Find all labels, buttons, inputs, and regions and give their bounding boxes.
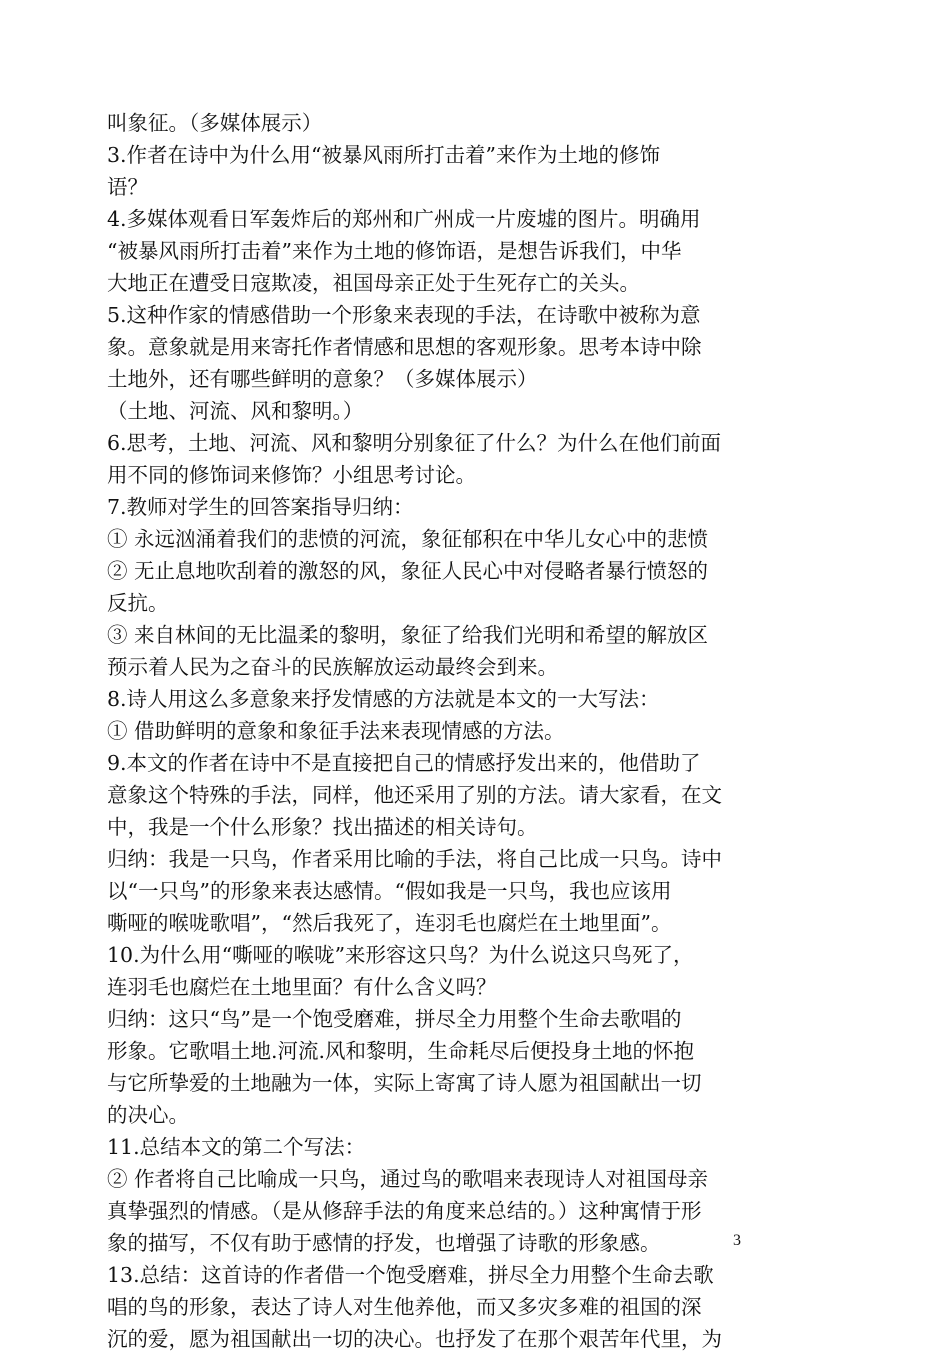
text-line: 用不同的修饰词来修饰？小组思考讨论。 bbox=[107, 463, 476, 487]
page-number: 3 bbox=[733, 1232, 741, 1249]
text-line: 13.总结：这首诗的作者借一个饱受磨难，拼尽全力用整个生命去歌 bbox=[107, 1263, 714, 1287]
text-line: 5.这种作家的情感借助一个形象来表现的手法，在诗歌中被称为意 bbox=[107, 303, 701, 327]
text-line: 4.多媒体观看日军轰炸后的郑州和广州成一片废墟的图片。明确用 bbox=[107, 207, 701, 231]
text-line: 大地正在遭受日寇欺凌，祖国母亲正处于生死存亡的关头。 bbox=[107, 271, 640, 295]
text-line: 中，我是一个什么形象？找出描述的相关诗句。 bbox=[107, 815, 538, 839]
text-line: 10.为什么用“嘶哑的喉咙”来形容这只鸟？为什么说这只鸟死了， bbox=[107, 943, 694, 967]
text-line: ① 永远汹涌着我们的悲愤的河流，象征郁积在中华儿女心中的悲愤 bbox=[107, 527, 709, 551]
text-line: 象。意象就是用来寄托作者情感和思想的客观形象。思考本诗中除 bbox=[107, 335, 702, 359]
text-line: 归纳：这只“鸟”是一个饱受磨难，拼尽全力用整个生命去歌唱的 bbox=[107, 1007, 682, 1031]
text-line: 象的描写，不仅有助于感情的抒发，也增强了诗歌的形象感。 bbox=[107, 1231, 661, 1255]
text-line: 土地外，还有哪些鲜明的意象？（多媒体展示） bbox=[107, 367, 538, 391]
text-line: （土地、河流、风和黎明。） bbox=[107, 399, 364, 423]
text-line: 预示着人民为之奋斗的民族解放运动最终会到来。 bbox=[107, 655, 558, 679]
text-line: 归纳：我是一只鸟，作者采用比喻的手法，将自己比成一只鸟。诗中 bbox=[107, 847, 722, 871]
text-line: ② 无止息地吹刮着的激怒的风，象征人民心中对侵略者暴行愤怒的 bbox=[107, 559, 709, 583]
text-line: “被暴风雨所打击着”来作为土地的修饰语，是想告诉我们，中华 bbox=[107, 239, 682, 263]
text-line: 的决心。 bbox=[107, 1103, 189, 1127]
text-line: 与它所挚爱的土地融为一体，实际上寄寓了诗人愿为祖国献出一切 bbox=[107, 1071, 702, 1095]
text-line: 反抗。 bbox=[107, 591, 169, 615]
text-line: 7.教师对学生的回答案指导归纳： bbox=[107, 495, 414, 519]
text-line: 8.诗人用这么多意象来抒发情感的方法就是本文的一大写法： bbox=[107, 687, 660, 711]
text-line: 连羽毛也腐烂在土地里面？有什么含义吗？ bbox=[107, 975, 497, 999]
text-line: 9.本文的作者在诗中不是直接把自己的情感抒发出来的，他借助了 bbox=[107, 751, 701, 775]
text-line: 嘶哑的喉咙歌唱”，“然后我死了，连羽毛也腐烂在土地里面”。 bbox=[107, 911, 672, 935]
text-line: 唱的鸟的形象，表达了诗人对生他养他，而又多灾多难的祖国的深 bbox=[107, 1295, 702, 1319]
text-line: 叫象征。（多媒体展示） bbox=[107, 111, 323, 135]
text-line: 6.思考，土地、河流、风和黎明分别象征了什么？为什么在他们前面 bbox=[107, 431, 722, 455]
text-line: 形象。它歌唱土地.河流.风和黎明，生命耗尽后便投身土地的怀抱 bbox=[107, 1039, 695, 1063]
text-line: ② 作者将自己比喻成一只鸟，通过鸟的歌唱来表现诗人对祖国母亲 bbox=[107, 1167, 709, 1191]
text-line: 意象这个特殊的手法，同样，他还采用了别的方法。请大家看，在文 bbox=[107, 783, 722, 807]
text-line: 以“一只鸟”的形象来表达感情。“假如我是一只鸟，我也应该用 bbox=[107, 879, 672, 903]
text-line: 11.总结本文的第二个写法： bbox=[107, 1135, 366, 1159]
text-line: 真挚强烈的情感。（是从修辞手法的角度来总结的。）这种寓情于形 bbox=[107, 1199, 702, 1223]
text-line: ① 借助鲜明的意象和象征手法来表现情感的方法。 bbox=[107, 719, 565, 743]
text-line: 语？ bbox=[107, 175, 148, 199]
text-line: 沉的爱，愿为祖国献出一切的决心。也抒发了在那个艰苦年代里，为 bbox=[107, 1327, 722, 1351]
text-body bbox=[107, 107, 767, 1355]
text-line: ③ 来自林间的无比温柔的黎明，象征了给我们光明和希望的解放区 bbox=[107, 623, 709, 647]
text-line: 3.作者在诗中为什么用“被暴风雨所打击着”来作为土地的修饰 bbox=[107, 143, 661, 167]
